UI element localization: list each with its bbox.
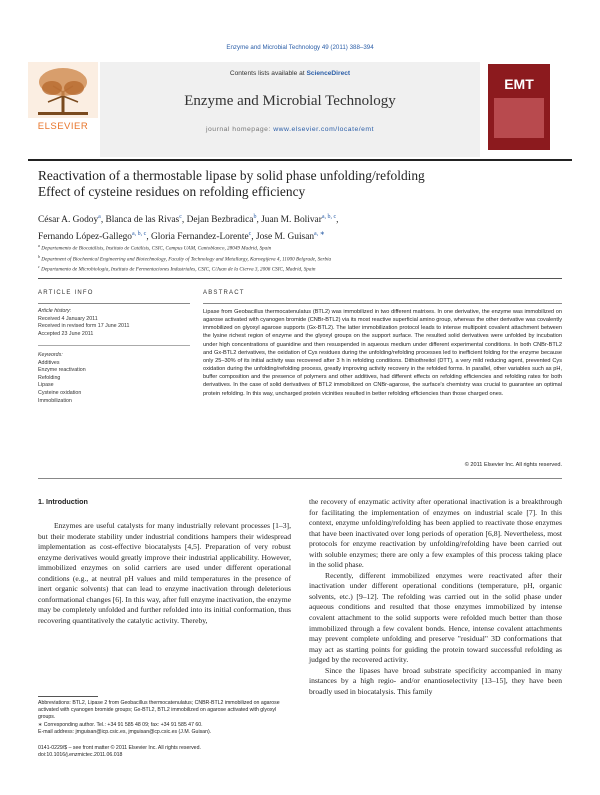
contents-line <box>100 70 480 77</box>
author-affil-mark[interactable]: a, b, c <box>321 214 337 220</box>
publisher-name: ELSEVIER <box>37 121 89 132</box>
affiliation-mark: b <box>38 253 40 259</box>
keyword: Cysteine oxidation <box>38 389 82 396</box>
keyword: Immobilization <box>38 397 72 404</box>
abstract-end-rule <box>38 478 562 479</box>
author-list: César A. Godoy$^a$, Blanca de las Rivas$^c$, Dejan Bezbradica$^b$, Juan M. Bolivar$^{a, b, c}$, Fernando López-Gallego$^{a, b, c}$, Gloria Fernandez-Lorente$^c$, Jose M. Guisan$^{a, ∗}$ <box>38 214 339 242</box>
affiliations <box>38 242 558 274</box>
paragraph: the recovery of enzymatic activity after operational inactivation is a breakthrough for facilitating the implementation of enzymes on industrial scale [7]. In this context, enzyme unfolding/refolding has been applied to reactivate those enzymes that have been inactivated over long periods of operation [6,8]. Nevertheless, most protocols for enzyme reactivation by unfolding/refolding have been carried out with soluble enzymes; there are only a few examples of this process taking place in the solid phase. <box>309 497 562 570</box>
contents-prefix: Contents lists available at <box>229 70 307 77</box>
keyword: Refolding <box>38 374 61 381</box>
front-matter: 0141-0229/$ – see front matter © 2011 Elsevier Inc. All rights reserved. <box>38 745 201 751</box>
journal-cover-thumbnail <box>488 64 550 150</box>
homepage-link[interactable]: www.elsevier.com/locate/emt <box>273 126 374 133</box>
affiliation-text: Departamento de Biocatálisis, Instituto de Catálisis, CSIC, Campus UAM, Cantoblanco, 28049 Madrid, Spain <box>41 245 272 252</box>
author-affil-mark[interactable]: b <box>253 214 257 220</box>
history-item: Accepted 23 June 2011 <box>38 330 94 337</box>
title-line-1: Reactivation of a thermostable lipase by solid phase unfolding/refolding <box>38 168 425 183</box>
affiliation <box>38 253 558 264</box>
homepage-prefix: journal homepage: <box>206 126 274 133</box>
article-title <box>38 168 558 200</box>
history-label: Article history: <box>38 308 72 314</box>
keyword: Additives <box>38 359 60 366</box>
author[interactable]: Dejan Bezbradica <box>186 215 254 226</box>
author-affil-mark[interactable]: c <box>179 214 182 220</box>
cover-label: EMT <box>504 76 534 92</box>
article-info-heading: ARTICLE INFO <box>38 290 94 296</box>
author[interactable]: Juan M. Bolivar <box>261 215 322 226</box>
keyword: Lipase <box>38 382 54 389</box>
article-info-rule <box>38 303 190 304</box>
title-line-2: Effect of cysteine residues on refolding efficiency <box>38 184 306 199</box>
author[interactable]: Jose M. Guisan <box>255 231 315 242</box>
body-column-right <box>309 497 562 697</box>
author[interactable]: Gloria Fernandez-Lorente <box>151 231 249 242</box>
sciencedirect-link[interactable]: ScienceDirect <box>306 70 351 77</box>
abstract-heading: ABSTRACT <box>203 290 245 296</box>
cover-artwork <box>494 98 544 138</box>
affiliation <box>38 242 558 253</box>
corresponding-author-footnote: ∗ Corresponding author. Tel.: +34 91 585 48 09; fax: +34 91 585 47 60. <box>38 722 203 728</box>
affiliation-text: Departamento de Microbiología, Instituto de Fermentaciones Industriales, CSIC, C/Juan de la Cierva 3, 2006 CSIC, Madrid, Spain <box>41 267 316 274</box>
body-column-left <box>38 521 291 626</box>
keyword: Enzyme reactivation <box>38 367 86 374</box>
journal-homepage <box>100 126 480 133</box>
author-affil-mark[interactable]: a <box>98 214 101 220</box>
abstract-text: Lipase from Geobacillus thermocatenulatus (BTL2) was immobilized in two different matrixes. In one derivative, the enzyme was immobilized on agarose activated with cyanogen bromide (CNBr-BTL2) via its most reactive superficial amino group, whereas the other derivative was covalently immobilized on glyoxyl agarose supports (Gx-BTL2). The latter immobilization protocol leads to intense multipoint covalent attachment between the lysine richest region of enzyme and the glyoxyl groups on the support surface. The resulted solid derivatives were unfolded by incubation under high concentrations of guanidine and then resuspended in aqueous medium under different experimental conditions. In both CNBr-BTL2 and Gx-BTL2 derivatives, the oxidation of Cys residues during the unfolding/refolding processes led to inefficient folding for the enzyme because only 25–30% of its initial activity was recovered after 3 h in refolding conditions. Dithiothreitol (DTT), a very mild reducing agent, prevented Cys oxidation during the unfolding/refolding process, greatly improving activity recovery in the refolded forms. In parallel, other variables such as pH, buffer composition and the presence of polymers and other additives, had different effects on refolding efficiencies and refolding rates for both derivatives. In the case of solid derivatives of BTL2 immobilized on CNBr-agarose, the surface's chemistry was crucial to guarantee an optimal protein refolding. In this way, uncharged protein vicinities resulted in better refolding efficiencies than those charged ones. <box>203 309 562 397</box>
paragraph: Enzymes are useful catalysts for many industrially relevant processes [1–3], but their moderate stability under industrial conditions hampers their widespread implementation as cost-effective biocatalysts [4,5]. Preparation of very robust enzyme derivatives would greatly improve their industrial applicability. However, immobilized enzymes on solid carriers are used under different operational conditions (e.g., at neutral pH values and mild temperatures in the presence of inert organic solvents) that can lead to enzyme inactivation through deleterious conformational changes [6]. In this way, after full enzyme inactivation, the enzyme may be completely unfolded and further refolded into its initial conformation, thus recovering quantitatively the catalytic activity. Thereby, <box>38 521 291 625</box>
affiliation <box>38 263 558 274</box>
affiliation-mark: c <box>38 264 40 270</box>
email-footnote[interactable]: E-mail address: jmguisan@icp.csic.es, jmguisan@cp.csic.es (J.M. Guisan). <box>38 729 212 735</box>
journal-reference[interactable]: Enzyme and Microbial Technology 49 (2011) 388–394 <box>226 44 374 51</box>
author[interactable]: César A. Godoy <box>38 215 99 226</box>
keywords-label: Keywords: <box>38 352 63 358</box>
keywords <box>38 352 190 405</box>
copyright-notice: © 2011 Elsevier Inc. All rights reserved. <box>464 462 562 468</box>
author[interactable]: Fernando López-Gallego <box>38 231 132 242</box>
article-info-divider <box>38 345 190 346</box>
article-history <box>38 308 190 338</box>
history-item: Received 4 January 2011 <box>38 315 98 322</box>
footnote-rule <box>38 696 98 697</box>
abstract-rule <box>203 303 562 304</box>
section-heading: 1. Introduction <box>38 497 88 506</box>
author-affil-mark[interactable]: a, b, c <box>131 230 147 237</box>
issn-line <box>38 745 291 759</box>
author-affil-mark[interactable]: a, ∗ <box>314 230 325 237</box>
author-affil-mark[interactable]: c <box>248 230 252 237</box>
affiliation-text: Department of Biochemical Engineering and Biotechnology, Faculty of Technology and Metallurgy, Karnegijeva 4, 11000 Belgrade, Serbia <box>41 256 332 263</box>
paragraph: Recently, different immobilized enzymes were reactivated after their inactivation under different operational conditions (temperature, pH, organic solvents, etc.) [9–12]. The refolding was carried out in the solid phase under aqueous conditions and resulted that those enzymes immobilized by intense covalent attachment to the solid supports were refolded much better than those immobilized through a few covalent bonds. Hence, intense covalent attachments may prevent complete unfolding and preserve "residual" 3D conformations that may act as starting points for guiding the protein toward successful refolding as judged by the recovered activity. <box>309 570 562 665</box>
affiliation-mark: a <box>38 243 40 248</box>
author[interactable]: Blanca de las Rivas <box>105 215 180 226</box>
section-rule <box>38 278 562 279</box>
doi-link[interactable]: doi:10.1016/j.enzmictec.2011.06.018 <box>38 752 123 759</box>
abbreviations-footnote: Abbreviations: BTL2, Lipase 2 from Geobacillus thermocatenulatus; CNBR-BTL2 immobilized on agarose activated with cyanogen bromide groups; Gx-BTL2, BTL2 immobilized on agarose activated with glyoxyl groups. <box>38 700 280 721</box>
history-item: Received in revised form 17 June 2011 <box>38 323 130 330</box>
header-rule <box>28 159 572 161</box>
journal-title: Enzyme and Microbial Technology <box>184 93 396 109</box>
paragraph: Since the lipases have broad substrate specificity accompanied in many instances by a high regio- and/or enantioselectivity [13–15], they have been broadly used in biocatalysis. This family <box>309 665 562 696</box>
